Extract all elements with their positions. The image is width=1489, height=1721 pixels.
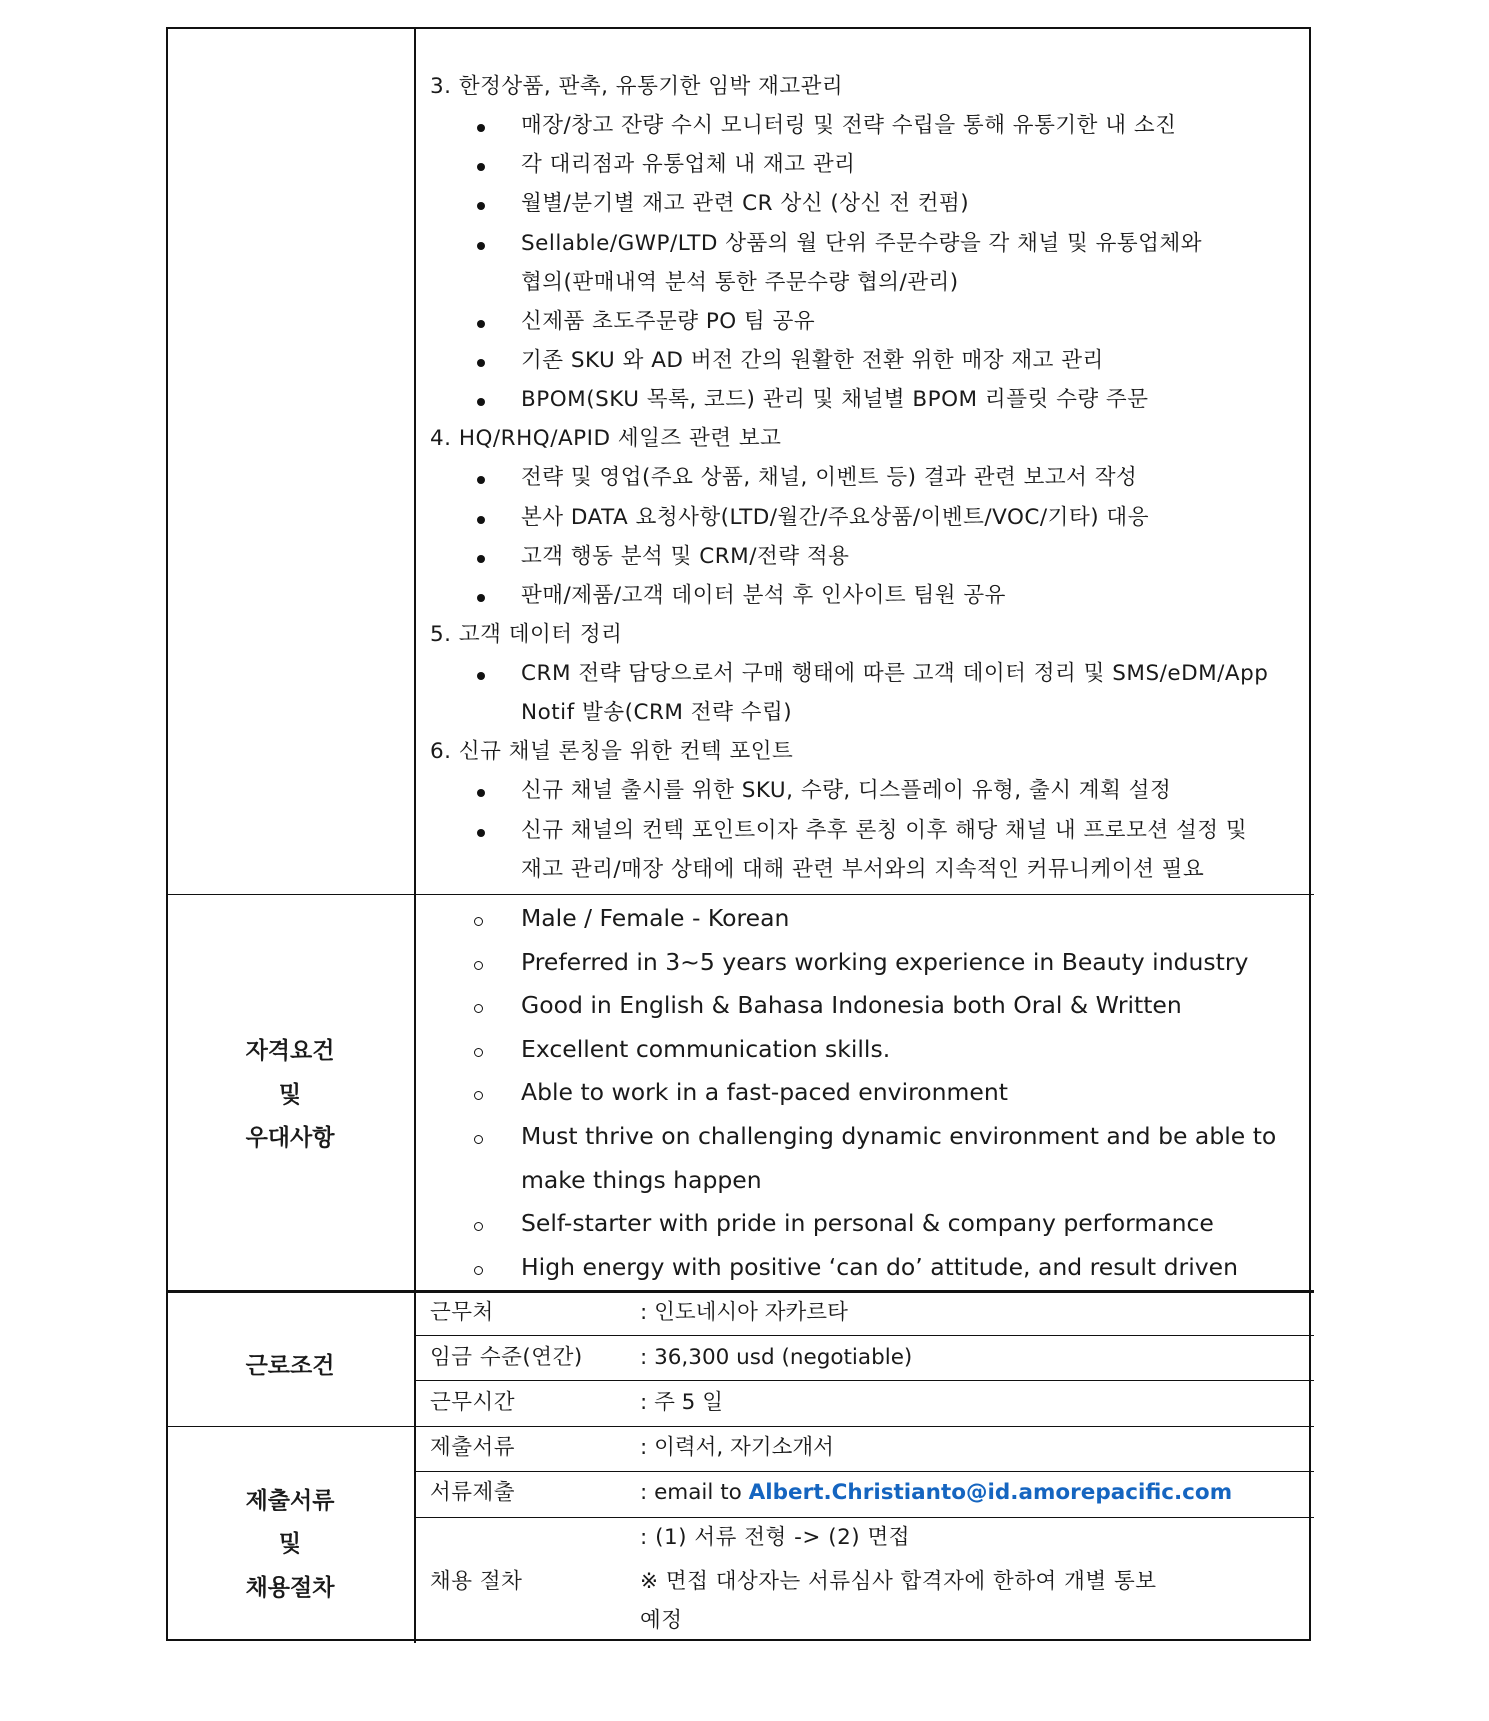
list-item: 본사 DATA 요청사항(LTD/월간/주요상품/이벤트/VOC/기타) 대응: [521, 505, 1149, 530]
bullet-icon: [477, 320, 485, 328]
bullet-icon: [477, 829, 485, 837]
bullet-icon: [477, 476, 485, 484]
list-item-continuation: 협의(판매내역 분석 통한 주문수량 협의/관리): [521, 270, 959, 295]
docs-key: 제출서류: [430, 1435, 516, 1460]
sub-row-divider: [414, 1380, 1314, 1381]
bullet-icon: [477, 672, 485, 680]
list-item: 신규 채널 출시를 위한 SKU, 수량, 디스플레이 유형, 출시 계획 설정: [521, 778, 1172, 803]
section-heading: 3. 한정상품, 판촉, 유통기한 임박 재고관리: [430, 74, 844, 99]
bullet-icon: [477, 359, 485, 367]
list-item: Sellable/GWP/LTD 상품의 월 단위 주문수량을 각 채널 및 유통업체와: [521, 231, 1202, 256]
circle-bullet-icon: [474, 1004, 483, 1013]
section-heading: 4. HQ/RHQ/APID 세일즈 관련 보고: [430, 426, 782, 451]
row-divider: [166, 894, 1314, 895]
conditions-label: 근로조건: [245, 1353, 335, 1379]
list-item: 신규 채널의 컨텍 포인트이자 추후 론칭 이후 해당 채널 내 프로모션 설정 및: [521, 818, 1248, 843]
qualification-item: Good in English & Bahasa Indonesia both Oral & Written: [521, 991, 1182, 1019]
process-key: 채용 절차: [430, 1569, 523, 1594]
condition-value: : 36,300 usd (negotiable): [640, 1345, 913, 1370]
list-item: 월별/분기별 재고 관련 CR 상신 (상신 전 컨펌): [521, 191, 970, 216]
condition-key: 근무시간: [430, 1390, 516, 1415]
qualifications-label-line: 및: [278, 1082, 302, 1108]
list-item: BPOM(SKU 목록, 코드) 관리 및 채널별 BPOM 리플릿 수량 주문: [521, 387, 1149, 412]
submit-value: [640, 1482, 1232, 1504]
submit-prefix: : email to: [640, 1480, 749, 1505]
docs-value: : 이력서, 자기소개서: [640, 1435, 834, 1460]
bullet-icon: [477, 202, 485, 210]
process-line: 예정: [640, 1608, 683, 1633]
condition-key: 근무처: [430, 1300, 494, 1325]
circle-bullet-icon: [474, 1222, 483, 1231]
submission-label-line: 및: [278, 1531, 302, 1557]
bullet-icon: [477, 789, 485, 797]
qualification-item: Male / Female - Korean: [521, 904, 790, 932]
sub-row-divider: [414, 1335, 1314, 1336]
row-divider: [166, 1290, 1314, 1293]
qualifications-label-line: 자격요건: [245, 1038, 335, 1064]
bullet-icon: [477, 398, 485, 406]
bullet-icon: [477, 516, 485, 524]
submit-key: 서류제출: [430, 1480, 516, 1505]
list-item: 판매/제품/고객 데이터 분석 후 인사이트 팀원 공유: [521, 583, 1006, 608]
qualification-item: High energy with positive ‘can do’ attitude, and result driven: [521, 1253, 1238, 1281]
circle-bullet-icon: [474, 1048, 483, 1057]
section-heading: 6. 신규 채널 론칭을 위한 컨텍 포인트: [430, 739, 794, 764]
row-divider: [166, 1426, 1314, 1427]
sub-row-divider: [414, 1517, 1314, 1518]
qualification-item: Must thrive on challenging dynamic environment and be able to: [521, 1122, 1277, 1150]
circle-bullet-icon: [474, 1135, 483, 1144]
qualification-item: Preferred in 3~5 years working experience in Beauty industry: [521, 948, 1249, 976]
sub-row-divider: [414, 1471, 1314, 1472]
bullet-icon: [477, 555, 485, 563]
circle-bullet-icon: [474, 917, 483, 926]
list-item: 매장/창고 잔량 수시 모니터링 및 전략 수립을 통해 유통기한 내 소진: [521, 113, 1177, 138]
qualifications-label-line: 우대사항: [245, 1125, 335, 1151]
circle-bullet-icon: [474, 1091, 483, 1100]
bullet-icon: [477, 594, 485, 602]
list-item: 각 대리점과 유통업체 내 재고 관리: [521, 152, 856, 177]
list-item: 전략 및 영업(주요 상품, 채널, 이벤트 등) 결과 관련 보고서 작성: [521, 465, 1138, 490]
qualification-item: Able to work in a fast-paced environment: [521, 1078, 1008, 1106]
submission-label-line: 채용절차: [245, 1575, 335, 1601]
condition-key: 임금 수준(연간): [430, 1345, 583, 1370]
circle-bullet-icon: [474, 961, 483, 970]
bullet-icon: [477, 163, 485, 171]
bullet-icon: [477, 124, 485, 132]
section-heading: 5. 고객 데이터 정리: [430, 622, 623, 647]
list-item-continuation: 재고 관리/매장 상태에 대해 관련 부서와의 지속적인 커뮤니케이션 필요: [521, 857, 1205, 882]
list-item: 신제품 초도주문량 PO 팀 공유: [521, 309, 816, 334]
qualification-item: Excellent communication skills.: [521, 1035, 891, 1063]
column-divider: [414, 27, 416, 1643]
circle-bullet-icon: [474, 1266, 483, 1275]
list-item-continuation: Notif 발송(CRM 전략 수립): [521, 700, 793, 725]
condition-value: : 인도네시아 자카르타: [640, 1300, 848, 1325]
list-item: 고객 행동 분석 및 CRM/전략 적용: [521, 544, 850, 569]
condition-value: : 주 5 일: [640, 1390, 723, 1415]
list-item: 기존 SKU 와 AD 버전 간의 원활한 전환 위한 매장 재고 관리: [521, 348, 1104, 373]
process-line: ※ 면접 대상자는 서류심사 합격자에 한하여 개별 통보: [640, 1569, 1157, 1594]
job-posting-table: [166, 27, 1314, 1643]
process-line: : (1) 서류 전형 -> (2) 면접: [640, 1525, 911, 1550]
submission-label-line: 제출서류: [245, 1488, 335, 1514]
bullet-icon: [477, 242, 485, 250]
qualification-item: Self-starter with pride in personal & company performance: [521, 1209, 1214, 1237]
list-item: CRM 전략 담당으로서 구매 행태에 따른 고객 데이터 정리 및 SMS/eDM/App: [521, 661, 1269, 686]
qualification-item-continuation: make things happen: [521, 1166, 762, 1194]
email-link[interactable]: Albert.Christianto@id.amorepacific.com: [748, 1480, 1233, 1505]
